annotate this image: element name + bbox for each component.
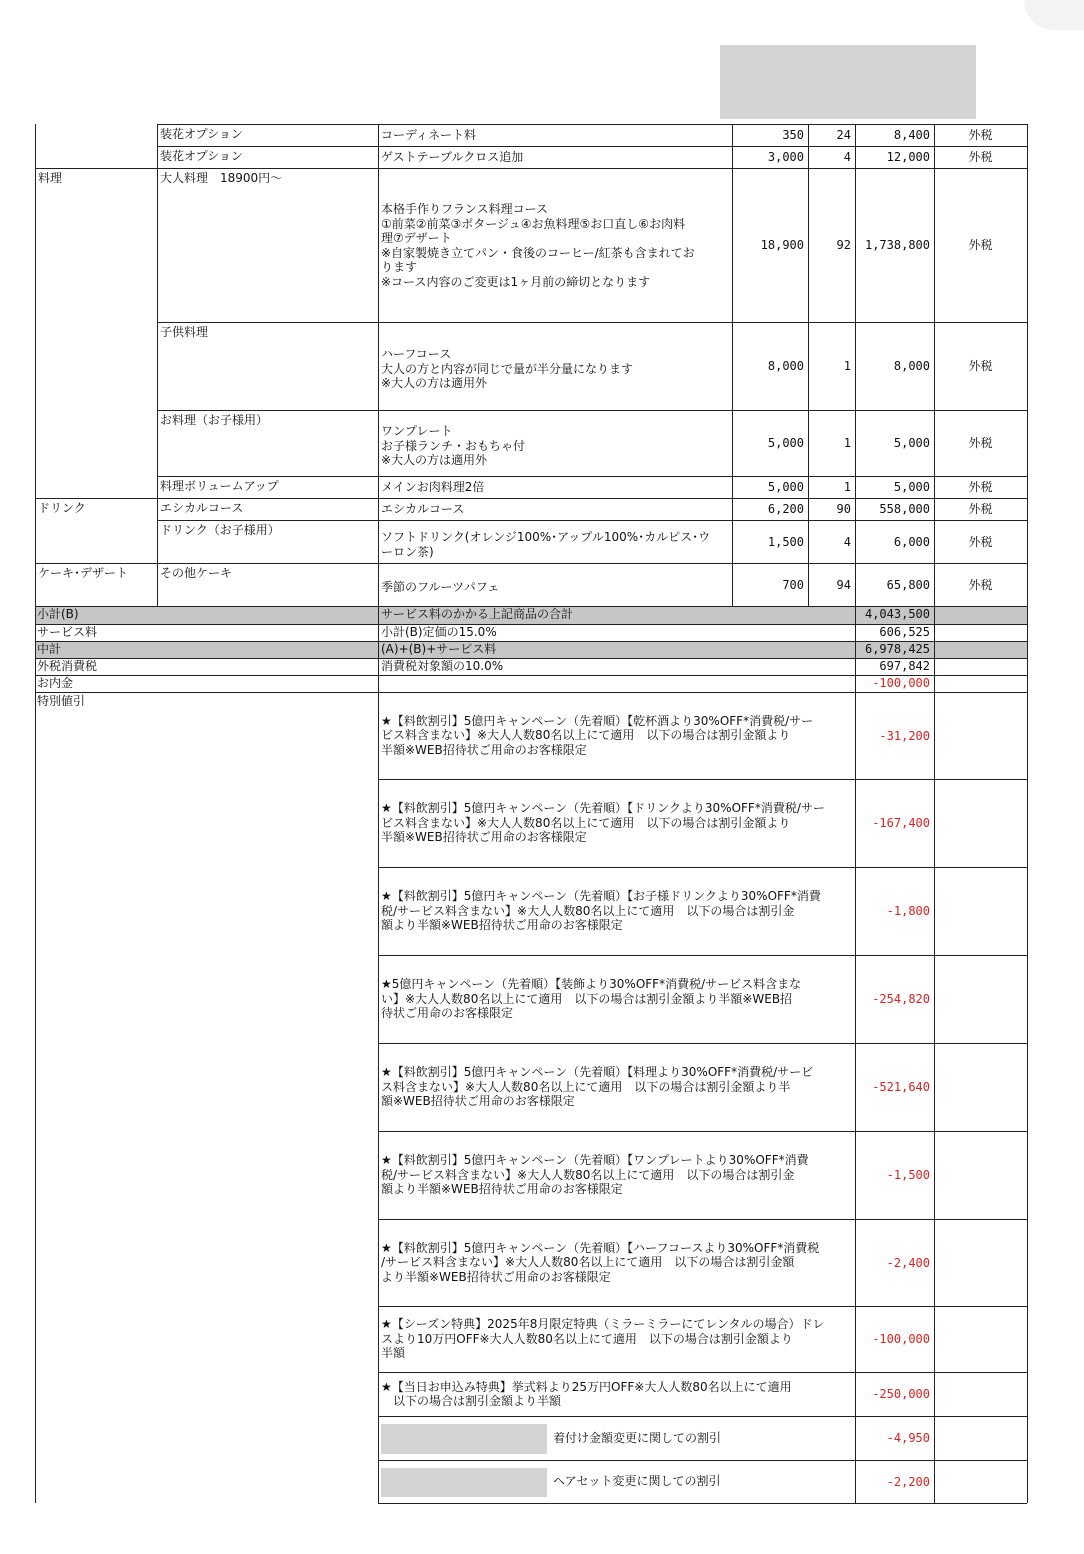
item-description-line: お子様ランチ・おもちゃ付 xyxy=(381,438,526,453)
unit-price: 3,000 xyxy=(767,150,804,164)
discount-description-line: 税/サービス料含まない】※大人人数80名以上にて適用 以下の場合は割引金 xyxy=(381,1167,795,1182)
discount-description-line: い】※大人人数80名以上にて適用 以下の場合は割引金額より半額※WEB招 xyxy=(381,991,793,1006)
column-divider xyxy=(1027,124,1028,606)
discount-divider xyxy=(378,1043,1027,1044)
row-divider xyxy=(157,520,1027,521)
summary-amount: 697,842 xyxy=(879,659,930,673)
item-description-line: ①前菜②前菜③ポタージュ④お魚料理⑤お口直し⑥お肉料 xyxy=(381,216,686,231)
summary-amount: 606,525 xyxy=(879,625,930,639)
item-description-line: ※コース内容のご変更は1ヶ月前の締切となります xyxy=(381,274,651,289)
discount-amount: -2,400 xyxy=(886,1255,930,1270)
discount-amount: -1,800 xyxy=(886,904,930,918)
item-name: 料理ボリュームアップ xyxy=(160,479,279,493)
discount-description-line: ★【シーズン特典】2025年8月限定特典（ミラーミラーにてレンタルの場合）ドレ xyxy=(381,1317,825,1332)
category-divider xyxy=(35,498,157,499)
summary-amount: 6,978,425 xyxy=(864,642,930,656)
column-divider xyxy=(855,692,856,1503)
quantity: 4 xyxy=(843,534,851,549)
discount-description-line: 額より半額※WEB招待状ご用命のお客様限定 xyxy=(381,1182,623,1197)
line-amount: 8,400 xyxy=(893,128,930,142)
line-amount: 8,000 xyxy=(893,359,930,373)
unit-price: 700 xyxy=(782,577,804,592)
column-divider xyxy=(35,606,36,692)
discount-description-line: スより10万円OFF※大人人数80名以上にて適用 以下の場合は割引金額より xyxy=(381,1331,793,1346)
quantity: 4 xyxy=(843,150,851,164)
quantity: 1 xyxy=(843,480,851,494)
discount-amount: -1,500 xyxy=(886,1168,930,1182)
tax-type: 外税 xyxy=(968,480,993,494)
quantity: 94 xyxy=(836,577,851,592)
column-divider xyxy=(378,606,379,692)
item-name: お料理（お子様用） xyxy=(160,413,269,427)
column-divider xyxy=(378,124,379,606)
column-divider xyxy=(157,124,158,606)
summary-divider xyxy=(35,606,1027,607)
discount-description-line: ビス料含まない】※大人人数80名以上にて適用 以下の場合は割引金額より xyxy=(381,728,791,743)
unit-price: 350 xyxy=(782,128,804,142)
summary-divider xyxy=(35,624,1027,625)
column-divider xyxy=(378,692,379,1503)
summary-divider xyxy=(35,641,1027,642)
line-amount: 1,738,800 xyxy=(864,238,930,252)
discount-description-line: ★【料飲割引】5億円キャンペーン（先着順）【料理より30%OFF*消費税/サービ xyxy=(381,1065,814,1080)
item-description-line: エシカルコース xyxy=(381,502,465,516)
discount-description-line: 額※WEB招待状ご用命のお客様限定 xyxy=(381,1094,575,1109)
page-corner-curl xyxy=(1024,0,1084,30)
item-name: 子供料理 xyxy=(160,325,209,339)
summary-divider xyxy=(35,675,1027,676)
item-description-line: 本格手作りフランス料理コース xyxy=(381,202,549,216)
unit-price: 1,500 xyxy=(767,534,804,549)
discount-divider xyxy=(378,867,1027,868)
line-amount: 5,000 xyxy=(893,480,930,494)
summary-divider xyxy=(35,692,1027,693)
quantity: 1 xyxy=(843,436,851,450)
row-divider xyxy=(157,146,1027,147)
discount-description-line: 税/サービス料含まない】※大人人数80名以上にて適用 以下の場合は割引金 xyxy=(381,903,795,918)
discount-amount: -167,400 xyxy=(872,816,930,830)
discount-divider xyxy=(378,1460,1027,1461)
line-amount: 5,000 xyxy=(893,436,930,450)
line-amount: 6,000 xyxy=(893,534,930,549)
discount-amount: -250,000 xyxy=(872,1387,930,1401)
item-name: 装花オプション xyxy=(160,127,243,141)
tax-type: 外税 xyxy=(968,534,993,549)
summary-label: 中計 xyxy=(37,642,62,656)
summary-divider xyxy=(35,658,1027,659)
summary-description: 小計(B)定価の15.0% xyxy=(381,625,497,639)
redacted-header-block xyxy=(720,45,976,119)
discount-divider xyxy=(378,1416,1027,1417)
row-divider xyxy=(157,476,1027,477)
summary-label: 外税消費税 xyxy=(37,659,98,673)
tax-type: 外税 xyxy=(968,238,993,252)
row-divider xyxy=(157,322,1027,323)
column-divider xyxy=(934,606,935,692)
discount-divider xyxy=(378,1219,1027,1220)
discount-description-line: ★【料飲割引】5億円キャンペーン（先着順）【ワンプレートより30%OFF*消費 xyxy=(381,1153,809,1168)
category-label: 料理 xyxy=(38,171,63,185)
tax-type: 外税 xyxy=(968,436,993,450)
special-discount-label: 特別値引 xyxy=(37,694,86,708)
tax-type: 外税 xyxy=(968,150,993,164)
discount-description-line: ヘアセット変更に関しての割引 xyxy=(553,1474,721,1489)
summary-amount: 4,043,500 xyxy=(864,607,930,621)
discount-divider xyxy=(378,1306,1027,1307)
summary-label: お内金 xyxy=(37,676,74,690)
item-description-line: ※大人の方は適用外 xyxy=(381,376,488,391)
item-description-line: コーディネート料 xyxy=(381,128,477,142)
discount-amount: -4,950 xyxy=(886,1431,930,1445)
line-amount: 558,000 xyxy=(879,502,930,516)
item-description-line: ります xyxy=(381,260,418,274)
item-description-line: 大人の方と内容が同じで量が半分量になります xyxy=(381,361,634,376)
left-border xyxy=(35,692,36,1503)
tax-type: 外税 xyxy=(968,128,993,142)
summary-description: サービス料のかかる上記商品の合計 xyxy=(381,607,574,621)
unit-price: 5,000 xyxy=(767,480,804,494)
tax-type: 外税 xyxy=(968,359,993,373)
discount-description-line: ビス料含まない】※大人人数80名以上にて適用 以下の場合は割引金額より xyxy=(381,815,791,830)
discount-divider xyxy=(378,1503,1027,1504)
discount-description-line: 半額※WEB招待状ご用命のお客様限定 xyxy=(381,742,587,757)
discount-amount: -254,820 xyxy=(872,992,930,1006)
column-divider xyxy=(35,124,36,606)
discount-divider xyxy=(378,1372,1027,1373)
column-divider xyxy=(1027,692,1028,1503)
category-divider xyxy=(35,168,157,169)
category-label: ドリンク xyxy=(38,501,86,515)
column-divider xyxy=(1027,606,1028,692)
discount-description-line: 半額 xyxy=(381,1346,406,1361)
discount-amount: -521,640 xyxy=(872,1080,930,1094)
unit-price: 6,200 xyxy=(767,502,804,516)
discount-description-line: /サービス料含まない】※大人人数80名以上にて適用 以下の場合は割引金額 xyxy=(381,1255,795,1270)
item-description-line: 季節のフルーツパフェ xyxy=(381,580,500,595)
discount-divider xyxy=(378,779,1027,780)
discount-description-line: 以下の場合は割引金額より半額 xyxy=(381,1394,562,1408)
unit-price: 8,000 xyxy=(767,359,804,373)
item-name: ドリンク（お子様用） xyxy=(160,523,280,537)
row-divider xyxy=(157,563,1027,564)
item-description-line: ※大人の方は適用外 xyxy=(381,453,488,468)
discount-divider xyxy=(378,955,1027,956)
tax-type: 外税 xyxy=(968,502,993,516)
discount-description-line: ス料含まない】※大人人数80名以上にて適用 以下の場合は割引金額より半 xyxy=(381,1079,791,1094)
column-divider xyxy=(732,124,733,606)
quantity: 24 xyxy=(836,128,851,142)
row-divider xyxy=(157,410,1027,411)
table-top-border xyxy=(157,124,1027,125)
item-description-line: メインお肉料理2倍 xyxy=(381,480,485,494)
row-divider xyxy=(35,168,1027,169)
column-divider xyxy=(934,124,935,606)
redacted-discount-label xyxy=(381,1468,547,1497)
column-divider xyxy=(934,692,935,1503)
item-name: 装花オプション xyxy=(160,149,243,163)
discount-amount: -100,000 xyxy=(872,1332,930,1346)
discount-description-line: ★【当日お申込み特典】挙式料より25万円OFF※大人人数80名以上にて適用 xyxy=(381,1379,792,1394)
item-name: その他ケーキ xyxy=(160,566,233,580)
item-name: エシカルコース xyxy=(160,501,244,515)
quantity: 1 xyxy=(843,359,851,373)
discount-description-line: 待状ご用命のお客様限定 xyxy=(381,1006,514,1021)
discount-description-line: より半額※WEB招待状ご用命のお客様限定 xyxy=(381,1269,611,1284)
line-amount: 65,800 xyxy=(886,577,930,592)
summary-label: 小計(B) xyxy=(37,607,79,621)
discount-description-line: 着付け金額変更に関しての割引 xyxy=(553,1430,722,1445)
summary-label: サービス料 xyxy=(37,625,98,639)
item-name: 大人料理 18900円～ xyxy=(160,171,283,185)
discount-amount: -2,200 xyxy=(886,1474,930,1489)
discount-amount: -31,200 xyxy=(879,728,930,743)
summary-amount: -100,000 xyxy=(872,676,930,690)
category-divider xyxy=(35,563,157,564)
summary-description: 消費税対象額の10.0% xyxy=(381,659,504,673)
discount-description-line: ★【料飲割引】5億円キャンペーン（先着順）【ドリンクより30%OFF*消費税/サー xyxy=(381,801,825,816)
item-description-line: 理⑦デザート xyxy=(381,231,452,245)
discount-description-line: 額より半額※WEB招待状ご用命のお客様限定 xyxy=(381,918,623,933)
redacted-discount-label xyxy=(381,1424,547,1454)
column-divider xyxy=(855,124,856,606)
discount-description-line: ★【料飲割引】5億円キャンペーン（先着順）【お子様ドリンクより30%OFF*消費 xyxy=(381,889,821,904)
category-label: ケーキ･デザート xyxy=(38,566,129,580)
column-divider xyxy=(855,606,856,692)
discount-description-line: ★【料飲割引】5億円キャンペーン（先着順）【ハーフコースより30%OFF*消費税 xyxy=(381,1240,820,1255)
item-description-line: ソフトドリンク(オレンジ100%･アップル100%･カルピス･ウ xyxy=(381,530,711,544)
item-description-line: ワンプレート xyxy=(381,424,453,439)
row-divider xyxy=(35,498,1027,499)
discount-description-line: ★【料飲割引】5億円キャンペーン（先着順）【乾杯酒より30%OFF*消費税/サー xyxy=(381,713,814,728)
quantity: 92 xyxy=(836,238,851,252)
item-description-line: ーロン茶) xyxy=(381,544,434,559)
quantity: 90 xyxy=(836,502,851,516)
discount-divider xyxy=(378,1131,1027,1132)
summary-description: (A)+(B)+サービス料 xyxy=(381,642,497,656)
line-amount: 12,000 xyxy=(886,150,930,164)
tax-type: 外税 xyxy=(968,577,993,592)
discount-description-line: ★5億円キャンペーン（先着順）【装飾より30%OFF*消費税/サービス料含まな xyxy=(381,977,802,992)
item-description-line: ゲストテーブルクロス追加 xyxy=(381,150,524,164)
discount-description-line: 半額※WEB招待状ご用命のお客様限定 xyxy=(381,830,587,845)
item-description-line: ※自家製焼き立てパン・食後のコーヒー/紅茶も含まれてお xyxy=(381,245,695,260)
column-divider xyxy=(808,124,809,606)
unit-price: 18,900 xyxy=(760,238,804,252)
unit-price: 5,000 xyxy=(767,436,804,450)
item-description-line: ハーフコース xyxy=(381,347,452,362)
